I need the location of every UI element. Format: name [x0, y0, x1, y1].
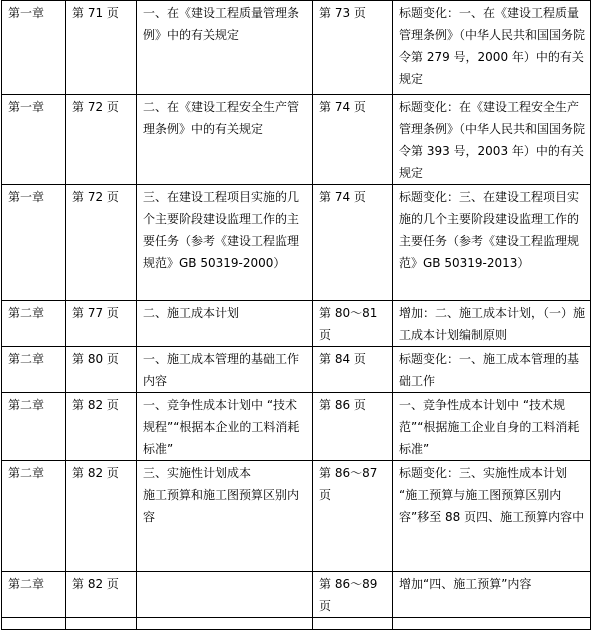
old-content-cell: 三、在建设工程项目实施的几个主要阶段建设监理工作的主要任务（参考《建设工程监理规范》GB 50319-2000）	[137, 185, 313, 301]
chapter-cell: 第二章	[2, 393, 66, 461]
change-note-cell: 一、竞争性成本计划中 “技术规范”“根据施工企业自身的工料消耗标准”	[393, 393, 591, 461]
table-body	[2, 1, 591, 630]
new-page-cell: 第 73 页	[313, 1, 393, 95]
chapter-cell: 第二章	[2, 301, 66, 347]
old-content-cell: 一、竞争性成本计划中 “技术规程”“根据本企业的工料消耗标准”	[137, 393, 313, 461]
change-note-cell: 增加：二、施工成本计划，（一）施工成本计划编制原则	[393, 301, 591, 347]
old-page-cell	[66, 618, 137, 630]
old-page-cell: 第 71 页	[66, 1, 137, 95]
chapter-cell: 第一章	[2, 185, 66, 301]
change-note-cell: 增加“四、施工预算”内容	[393, 572, 591, 618]
table-row	[2, 347, 591, 393]
new-page-cell: 第 86 页	[313, 393, 393, 461]
chapter-cell: 第二章	[2, 347, 66, 393]
chapter-cell: 第二章	[2, 572, 66, 618]
new-page-cell: 第 74 页	[313, 95, 393, 185]
change-note-cell	[393, 618, 591, 630]
change-note-cell: 标题变化：一、施工成本管理的基础工作	[393, 347, 591, 393]
new-page-cell: 第 86～89 页	[313, 572, 393, 618]
change-note-cell: 标题变化：三、实施性成本计划 “施工预算与施工图预算区别内容”移至 88 页四、施工预算内容中	[393, 461, 591, 572]
old-content-cell: 二、在《建设工程安全生产管理条例》中的有关规定	[137, 95, 313, 185]
old-content-cell	[137, 572, 313, 618]
chapter-cell	[2, 618, 66, 630]
old-content-cell	[137, 618, 313, 630]
table-row	[2, 572, 591, 618]
table-row	[2, 1, 591, 95]
chapter-cell: 第二章	[2, 461, 66, 572]
table-row	[2, 393, 591, 461]
new-page-cell: 第 84 页	[313, 347, 393, 393]
table-row	[2, 301, 591, 347]
table-row	[2, 185, 591, 301]
old-page-cell: 第 82 页	[66, 393, 137, 461]
change-note-cell: 标题变化：在《建设工程安全生产管理条例》（中华人民共和国国务院令第 393 号，2003 年）中的有关规定	[393, 95, 591, 185]
table-row	[2, 618, 591, 630]
old-page-cell: 第 80 页	[66, 347, 137, 393]
old-page-cell: 第 72 页	[66, 95, 137, 185]
table-row	[2, 461, 591, 572]
old-page-cell: 第 82 页	[66, 572, 137, 618]
change-note-cell: 标题变化：一、在《建设工程质量管理条例》（中华人民共和国国务院令第 279 号，2000 年）中的有关规定	[393, 1, 591, 95]
change-note-cell: 标题变化：三、在建设工程项目实施的几个主要阶段建设监理工作的主要任务（参考《建设工程监理规范》GB 50319-2013）	[393, 185, 591, 301]
old-content-cell: 一、在《建设工程质量管理条例》中的有关规定	[137, 1, 313, 95]
comparison-table	[1, 0, 591, 630]
new-page-cell: 第 74 页	[313, 185, 393, 301]
old-page-cell: 第 72 页	[66, 185, 137, 301]
old-content-cell: 二、施工成本计划	[137, 301, 313, 347]
table-row	[2, 95, 591, 185]
chapter-cell: 第一章	[2, 95, 66, 185]
old-content-cell: 一、施工成本管理的基础工作内容	[137, 347, 313, 393]
new-page-cell	[313, 618, 393, 630]
chapter-cell: 第一章	[2, 1, 66, 95]
new-page-cell: 第 80～81 页	[313, 301, 393, 347]
old-page-cell: 第 77 页	[66, 301, 137, 347]
new-page-cell: 第 86～87 页	[313, 461, 393, 572]
old-page-cell: 第 82 页	[66, 461, 137, 572]
old-content-cell: 三、实施性计划成本 施工预算和施工图预算区别内容	[137, 461, 313, 572]
